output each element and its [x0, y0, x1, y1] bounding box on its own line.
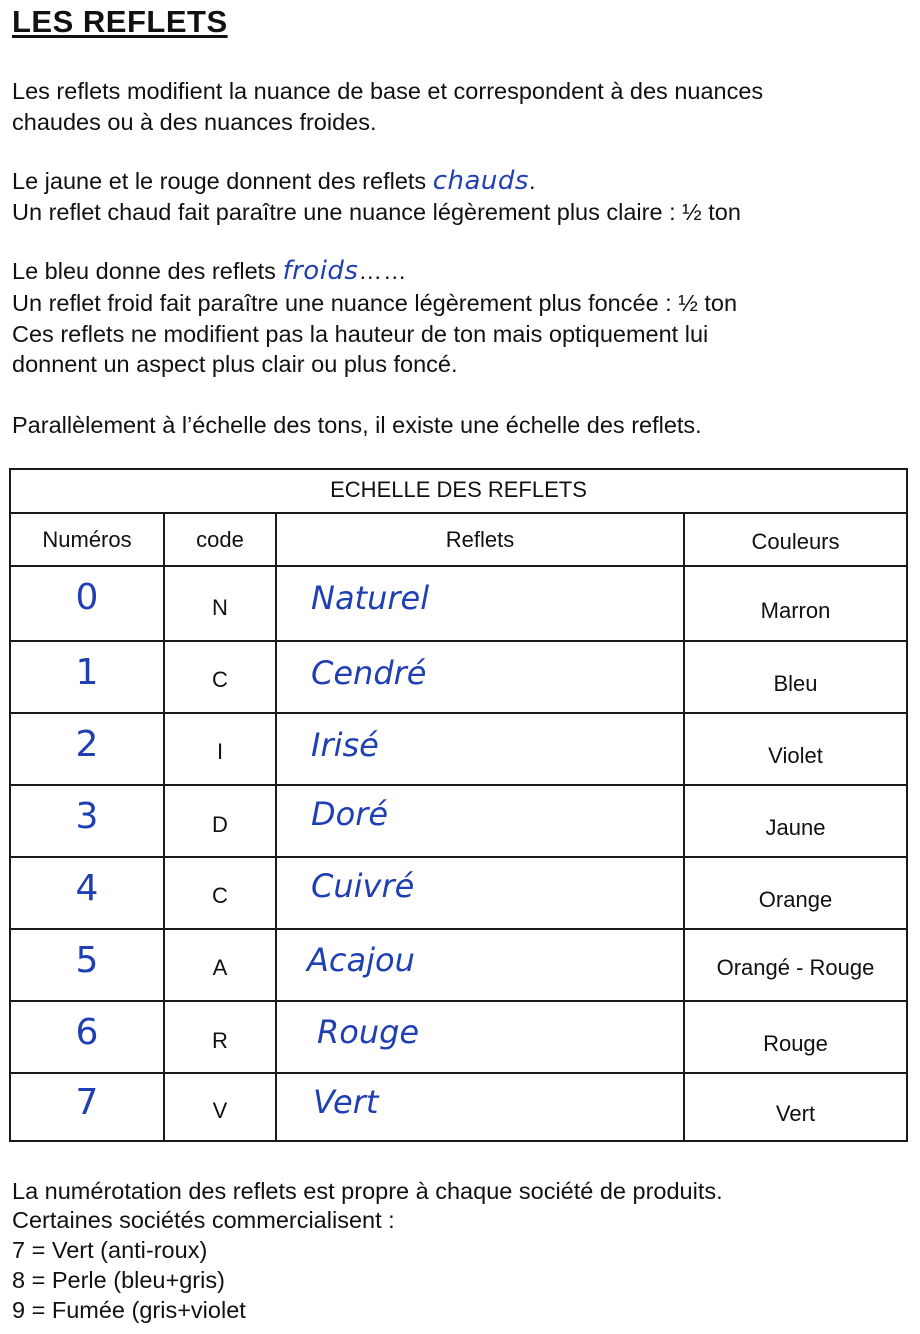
- row-code: C: [212, 883, 228, 908]
- footer-line-2: Certaines sociétés commercialisent :: [12, 1207, 395, 1233]
- row-code: V: [212, 1098, 228, 1123]
- cold-line-4: donnent un aspect plus clair ou plus foncé.: [12, 351, 458, 377]
- row-reflet: Doré: [311, 795, 389, 833]
- row-number: 2: [75, 723, 99, 765]
- cold-line-1: [12, 256, 407, 287]
- cold-dots: ……: [358, 258, 408, 284]
- row-couleur: Jaune: [765, 815, 826, 840]
- row-reflet: Vert: [313, 1083, 379, 1121]
- row-code: R: [212, 1028, 228, 1053]
- row-couleur: Marron: [760, 597, 831, 623]
- row-code: C: [212, 667, 228, 692]
- cold-line-2: Un reflet froid fait paraître une nuance légèrement plus foncée : ½ ton: [12, 290, 738, 316]
- footer-line-3: 7 = Vert (anti-roux): [12, 1237, 208, 1263]
- row-number: 6: [75, 1011, 99, 1053]
- row-couleur: Violet: [768, 743, 823, 768]
- row-number: 5: [75, 939, 99, 981]
- header-reflets: Reflets: [445, 526, 515, 552]
- row-reflet: Cendré: [311, 654, 427, 692]
- row-reflet: Rouge: [317, 1013, 420, 1051]
- row-code: D: [212, 812, 228, 837]
- row-number: 1: [75, 651, 99, 693]
- row-number: 3: [75, 795, 99, 837]
- parallel-line: Parallèlement à l’échelle des tons, il existe une échelle des reflets.: [12, 412, 702, 438]
- row-couleur: Orange: [758, 887, 833, 912]
- cold-line-3: Ces reflets ne modifient pas la hauteur de ton mais optiquement lui: [12, 321, 709, 347]
- row-couleur: Orangé - Rouge: [716, 955, 875, 980]
- row-code: A: [212, 955, 228, 980]
- warm-line-1: [12, 166, 535, 197]
- row-reflet: Irisé: [311, 726, 379, 764]
- warm-prefix: Le jaune et le rouge donnent des reflets: [12, 168, 433, 194]
- reflets-table: [9, 468, 908, 1142]
- header-code: code: [196, 526, 244, 552]
- warm-handwritten-answer: chauds: [432, 166, 529, 196]
- warm-line-2: Un reflet chaud fait paraître une nuance légèrement plus claire : ½ ton: [12, 199, 741, 225]
- header-numeros: Numéros: [42, 526, 132, 552]
- row-couleur: Bleu: [773, 671, 818, 696]
- footer-line-5: 9 = Fumée (gris+violet: [12, 1297, 246, 1323]
- warm-suffix: .: [528, 168, 536, 194]
- intro-line-2: chaudes ou à des nuances froides.: [12, 109, 377, 135]
- row-reflet: Naturel: [311, 579, 430, 617]
- header-couleurs: Couleurs: [751, 528, 840, 554]
- intro-line-1: Les reflets modifient la nuance de base et correspondent à des nuances: [12, 78, 764, 104]
- row-reflet: Cuivré: [311, 867, 415, 905]
- row-couleur: Vert: [775, 1101, 816, 1126]
- cold-handwritten-answer: froids: [282, 256, 359, 286]
- cold-prefix: Le bleu donne des reflets: [12, 258, 283, 284]
- row-code: I: [216, 739, 224, 764]
- page-title: LES REFLETS: [12, 4, 228, 39]
- footer-line-4: 8 = Perle (bleu+gris): [12, 1267, 225, 1293]
- table-caption: ECHELLE DES REFLETS: [11, 470, 906, 514]
- row-reflet: Acajou: [307, 941, 415, 979]
- row-number: 4: [75, 867, 99, 909]
- row-number: 7: [75, 1081, 99, 1123]
- row-couleur: Rouge: [763, 1031, 828, 1056]
- row-number: 0: [75, 576, 99, 618]
- footer-line-1: La numérotation des reflets est propre à chaque société de produits.: [12, 1178, 723, 1204]
- row-code: N: [212, 594, 228, 620]
